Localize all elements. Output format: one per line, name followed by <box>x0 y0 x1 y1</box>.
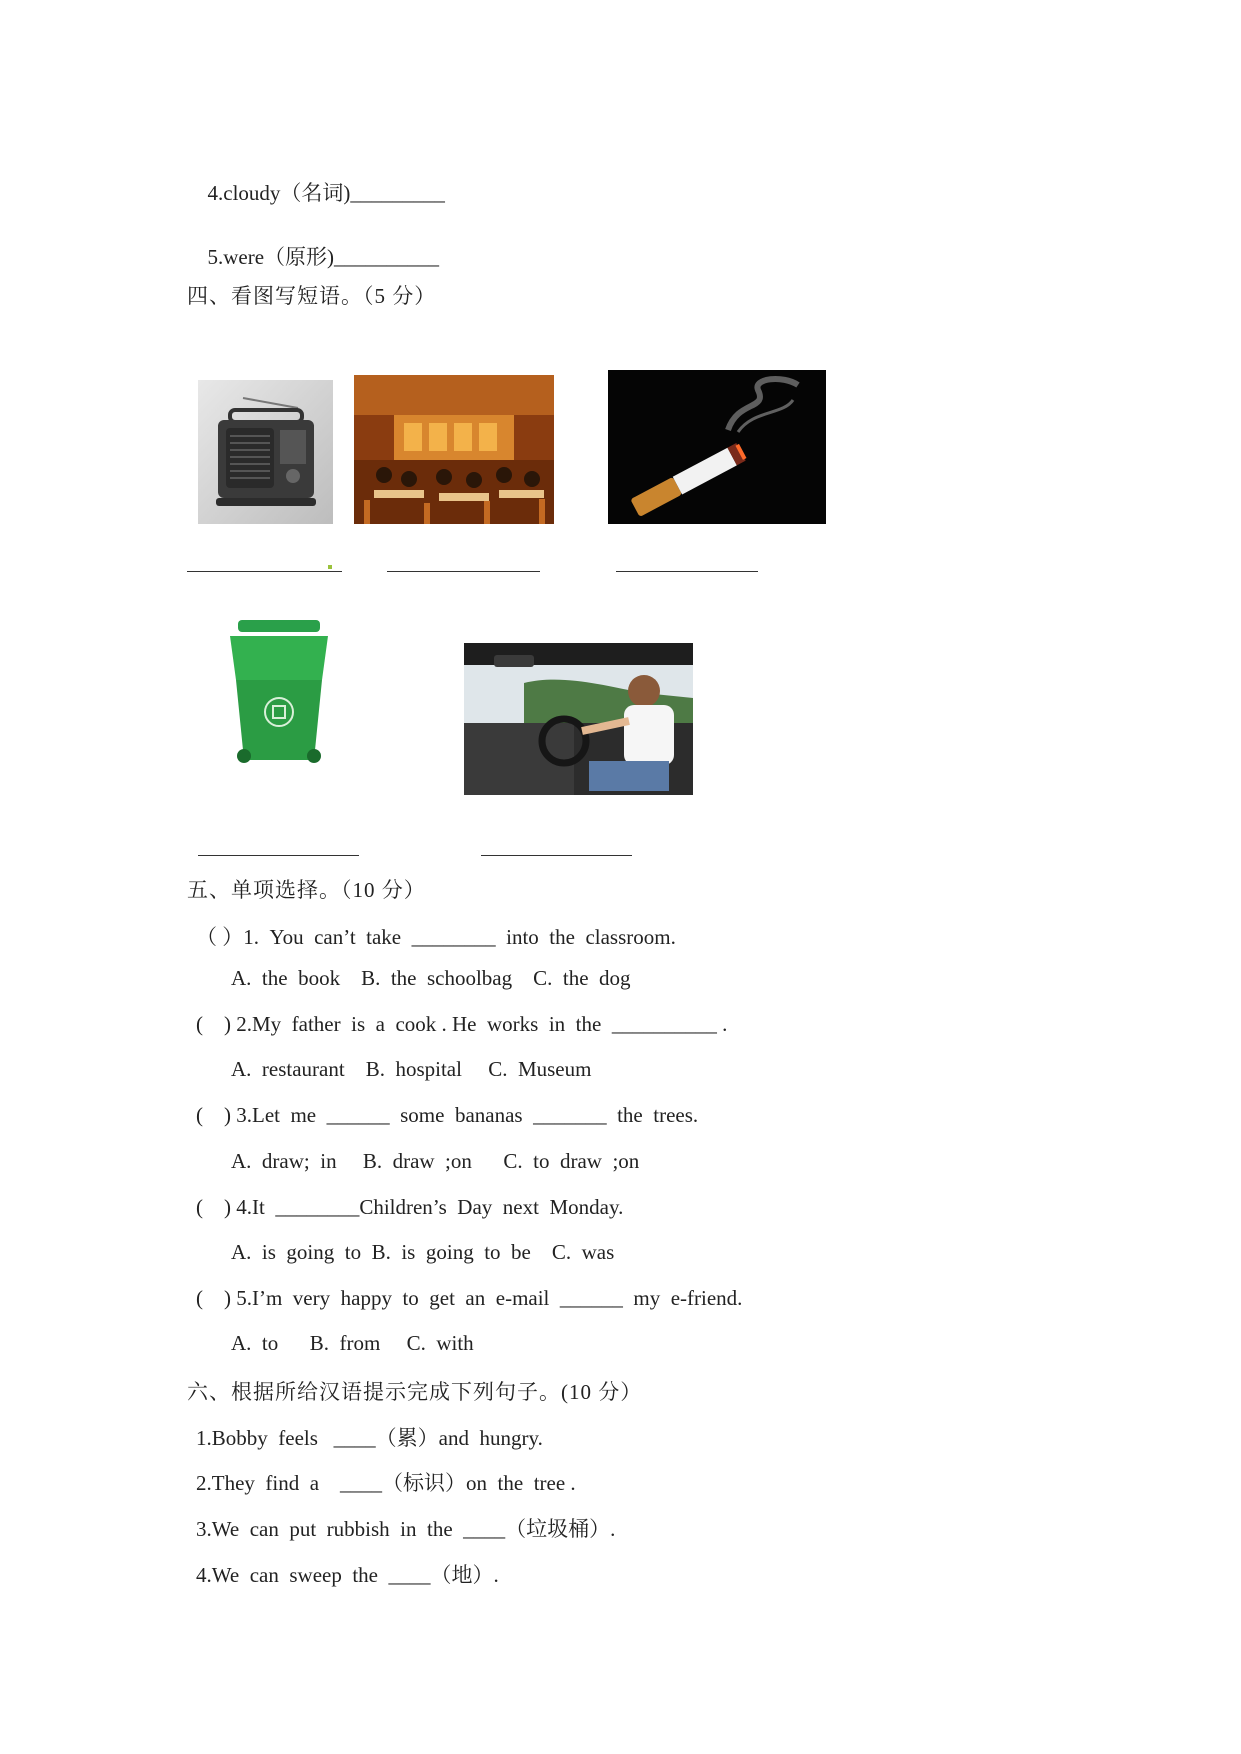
green-dot-mark <box>328 565 332 569</box>
question-4: ( ) 4.It ________Children’s Day next Monday. <box>196 1195 624 1219</box>
answer-line-3 <box>616 571 758 572</box>
section-4-title: 四、看图写短语。（5 分） <box>187 284 437 308</box>
restaurant-icon <box>354 375 554 524</box>
answer-line-5 <box>481 855 632 856</box>
section-6-title: 六、根据所给汉语提示完成下列句子。(10 分） <box>187 1380 643 1404</box>
restaurant-picture <box>354 375 554 524</box>
rubbish-bin-picture <box>224 616 334 770</box>
radio-icon <box>198 380 333 524</box>
cigarette-icon <box>608 370 826 524</box>
driving-picture <box>464 643 693 795</box>
section-5-title: 五、单项选择。（10 分） <box>187 878 426 902</box>
driving-icon <box>464 643 693 795</box>
question-5: ( ) 5.I’m very happy to get an e-mail ______ my e-friend. <box>196 1286 743 1310</box>
radio-picture <box>198 380 333 524</box>
word-form-4-blank: _________ <box>350 181 445 205</box>
question-1: （ ）1. You can’t take ________ into the classroom. <box>196 925 676 949</box>
question-3: ( ) 3.Let me ______ some bananas _______ the trees. <box>196 1103 699 1127</box>
question-2-options: A. restaurant B. hospital C. Museum <box>231 1057 592 1081</box>
cigarette-picture <box>608 370 826 524</box>
word-form-4 <box>197 152 445 207</box>
question-2: ( ) 2.My father is a cook . He works in the __________ . <box>196 1012 728 1036</box>
answer-line-1 <box>187 571 342 572</box>
word-form-4-text: 4.cloudy（名词) <box>207 181 351 205</box>
sentence-4: 4.We can sweep the ____（地）. <box>196 1563 499 1587</box>
question-3-options: A. draw; in B. draw ;on C. to draw ;on <box>231 1149 640 1173</box>
sentence-2: 2.They find a ____（标识）on the tree . <box>196 1471 576 1495</box>
answer-line-2 <box>387 571 540 572</box>
sentence-1: 1.Bobby feels ____（累）and hungry. <box>196 1426 543 1450</box>
word-form-5-text: 5.were（原形) <box>207 245 335 269</box>
rubbish-bin-icon <box>224 616 334 770</box>
sentence-3: 3.We can put rubbish in the ____（垃圾桶）. <box>196 1517 616 1541</box>
word-form-5-blank: __________ <box>334 245 440 269</box>
answer-line-4 <box>198 855 359 856</box>
question-4-options: A. is going to B. is going to be C. was <box>231 1240 615 1264</box>
word-form-5 <box>197 216 439 271</box>
question-5-options: A. to B. from C. with <box>231 1331 474 1355</box>
question-1-options: A. the book B. the schoolbag C. the dog <box>231 966 631 990</box>
